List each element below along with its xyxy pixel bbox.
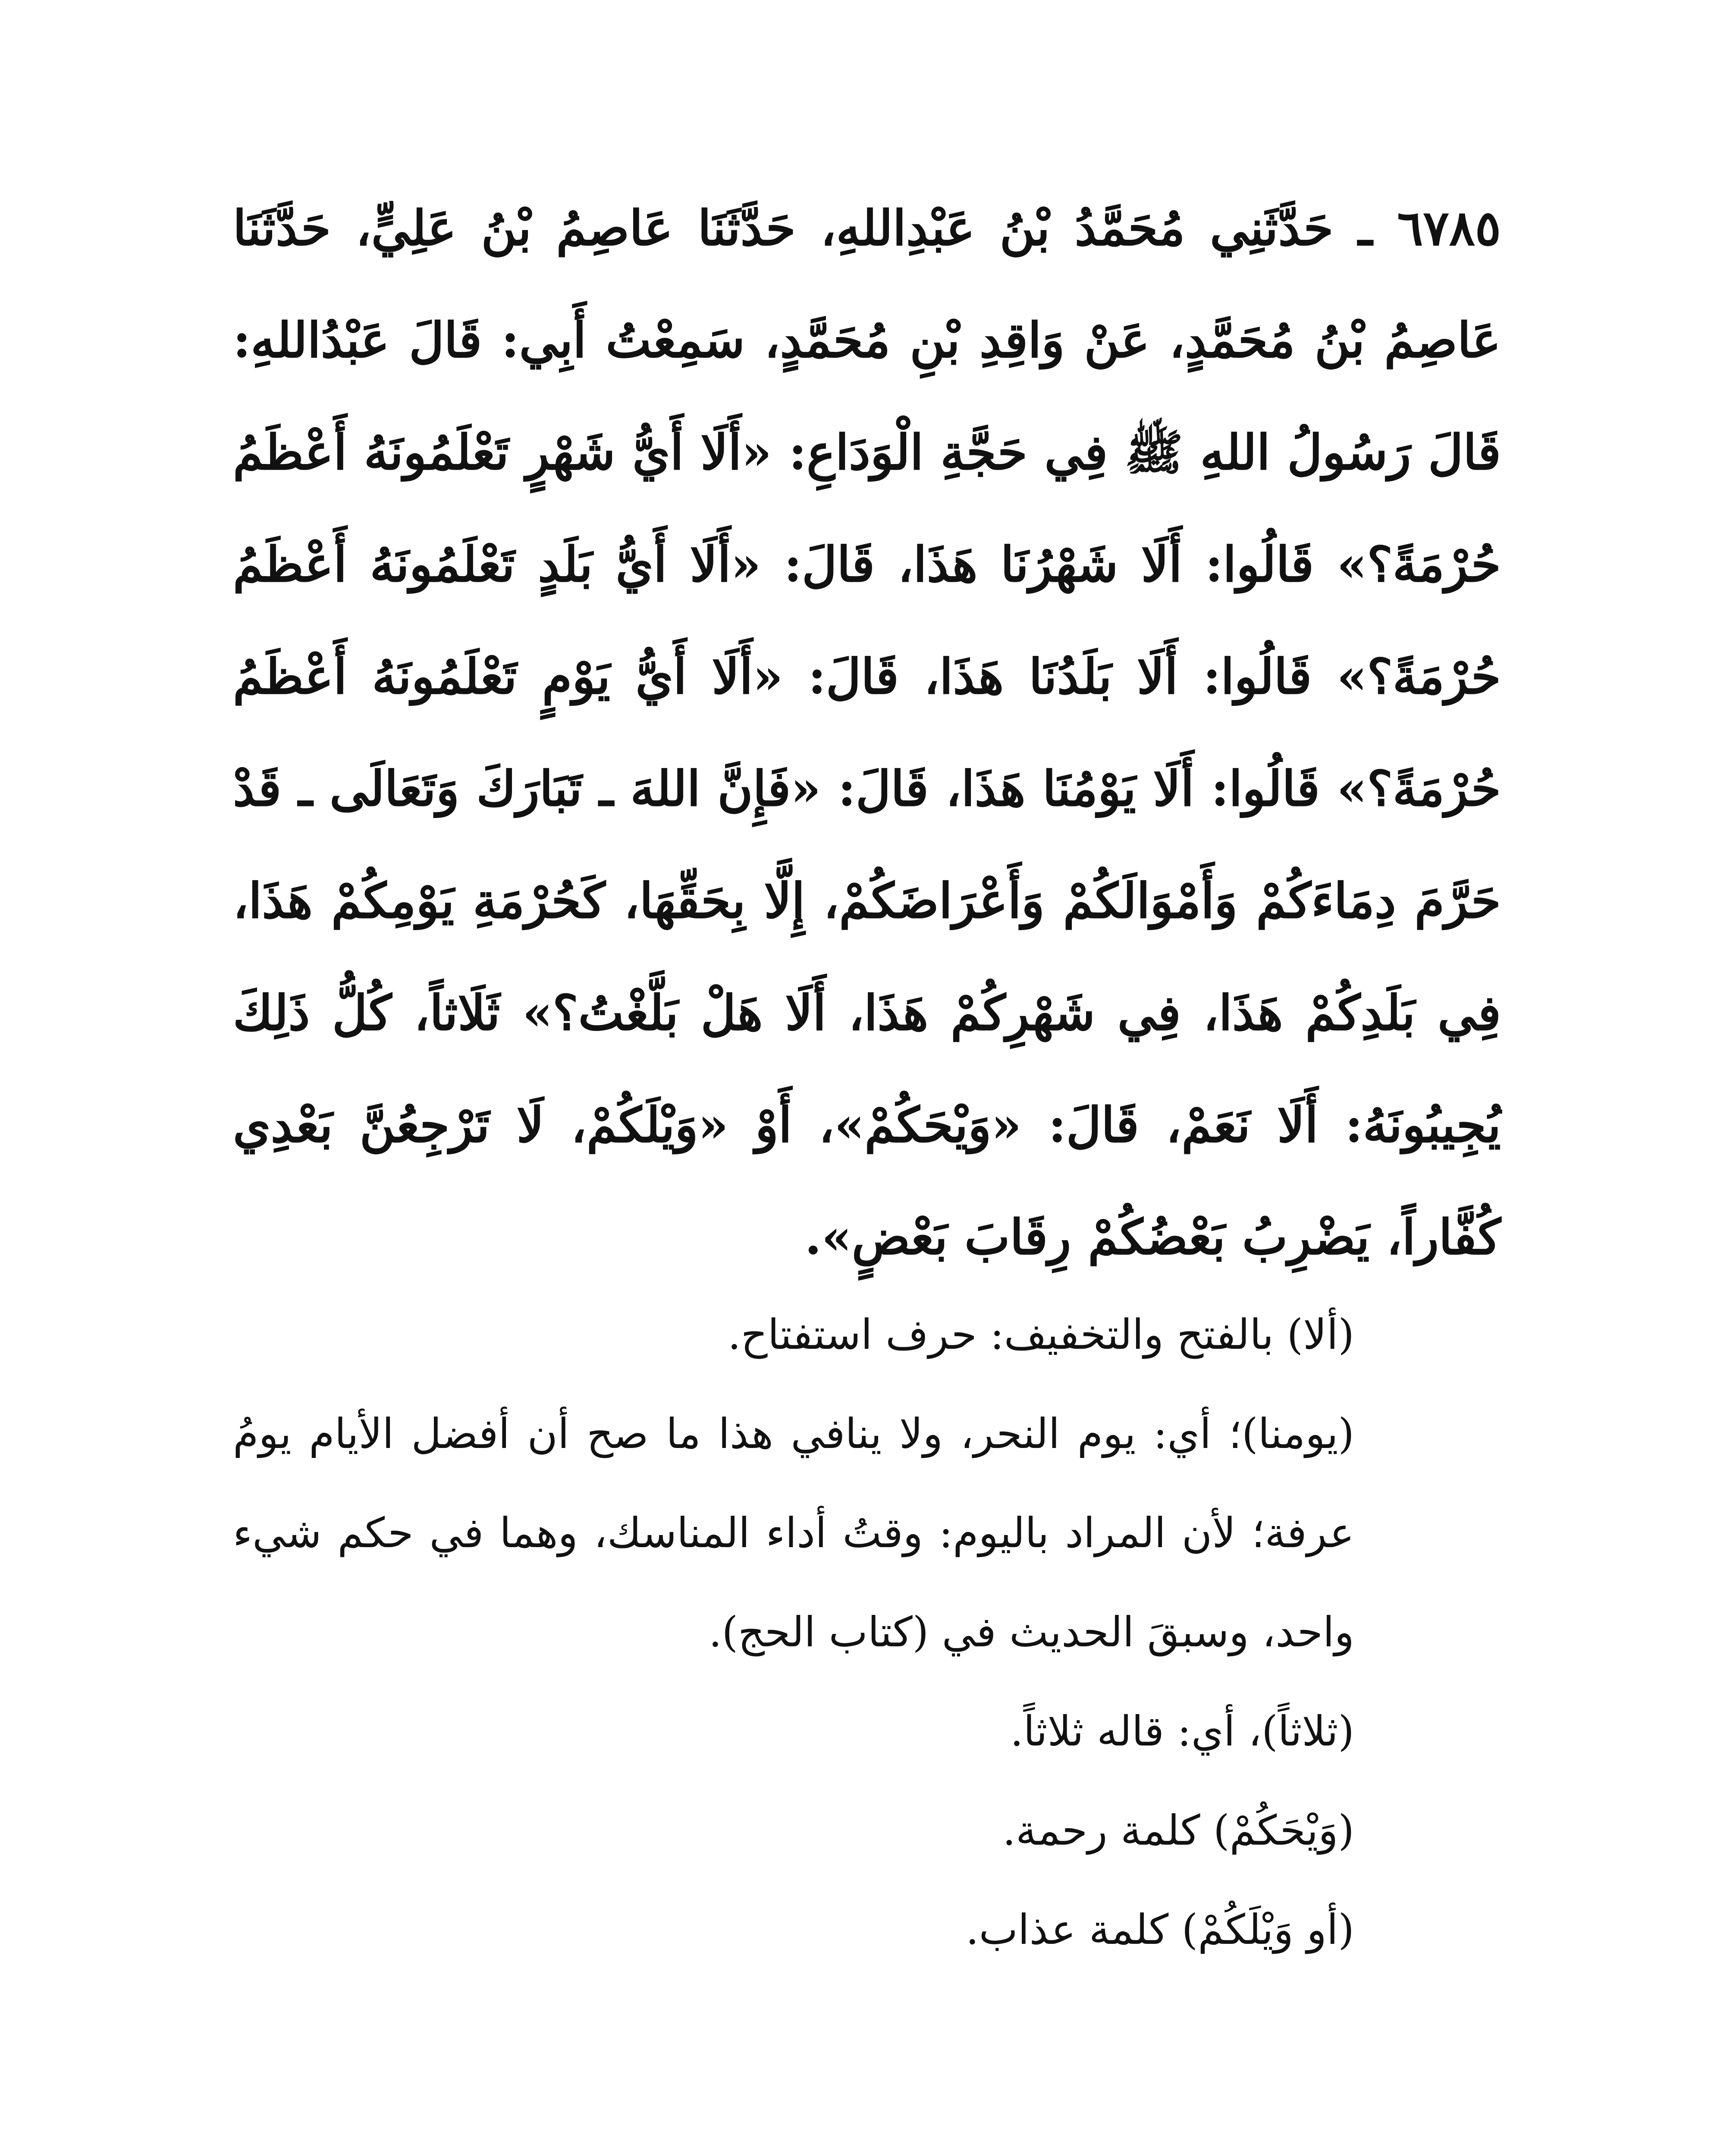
note-yawmuna: (يومنا)؛ أي: يوم النحر، ولا ينافي هذا ما صح أن أفضل الأيام يومُ عرفة؛ لأن المراد باليوم: وقتُ أداء المناسك، وهما في حكم شيء واحد، وسبقَ الحديث في (كتاب الحج). [233,1410,1354,1656]
hadith-text-block [233,172,1501,1294]
note-thalathan: (ثلاثاً)، أي: قاله ثلاثاً. [1010,1707,1354,1755]
note-waylakum: (أو وَيْلَكُمْ) كلمة عذاب. [966,1905,1354,1954]
note-ala: (ألا) بالفتح والتخفيف: حرف استفتاح. [728,1310,1354,1359]
note-wayhakum: (وَيْحَكُمْ) كلمة رحمة. [1002,1806,1354,1855]
hadith-paragraph: ٦٧٨٥ ـ حَدَّثَنِي مُحَمَّدُ بْنُ عَبْدِاللهِ، حَدَّثَنَا عَاصِمُ بْنُ عَلِيٍّ، حَدَّثَنَا عَاصِمُ بْنُ مُحَمَّدٍ، عَنْ وَاقِدِ بْنِ مُحَمَّدٍ، سَمِعْتُ أَبِي: قَالَ عَبْدُاللهِ: قَالَ رَسُولُ اللهِ ﷺ فِي حَجَّةِ الْوَدَاعِ: «أَلَا أَيُّ شَهْرٍ تَعْلَمُونَهُ أَعْظَمُ حُرْمَةً؟» قَالُوا: أَلَا شَهْرُنَا هَذَا، قَالَ: «أَلَا أَيُّ بَلَدٍ تَعْلَمُونَهُ أَعْظَمُ حُرْمَةً؟» قَالُوا: أَلَا بَلَدُنَا هَذَا، قَالَ: «أَلَا أَيُّ يَوْمٍ تَعْلَمُونَهُ أَعْظَمُ حُرْمَةً؟» قَالُوا: أَلَا يَوْمُنَا هَذَا، قَالَ: «فَإِنَّ اللهَ ـ تَبَارَكَ وَتَعَالَى ـ قَدْ حَرَّمَ دِمَاءَكُمْ وَأَمْوَالَكُمْ وَأَعْرَاضَكُمْ، إِلَّا بِحَقِّهَا، كَحُرْمَةِ يَوْمِكُمْ هَذَا، فِي بَلَدِكُمْ هَذَا، فِي شَهْرِكُمْ هَذَا، أَلَا هَلْ بَلَّغْتُ؟» ثَلَاثاً، كُلُّ ذَلِكَ يُجِيبُونَهُ: أَلَا نَعَمْ، قَالَ: «وَيْحَكُمْ»، أَوْ «وَيْلَكُمْ، لَا تَرْجِعُنَّ بَعْدِي كُفَّاراً، يَضْرِبُ بَعْضُكُمْ رِقَابَ بَعْضٍ». [233,200,1501,1266]
commentary-notes [233,1285,1501,1979]
